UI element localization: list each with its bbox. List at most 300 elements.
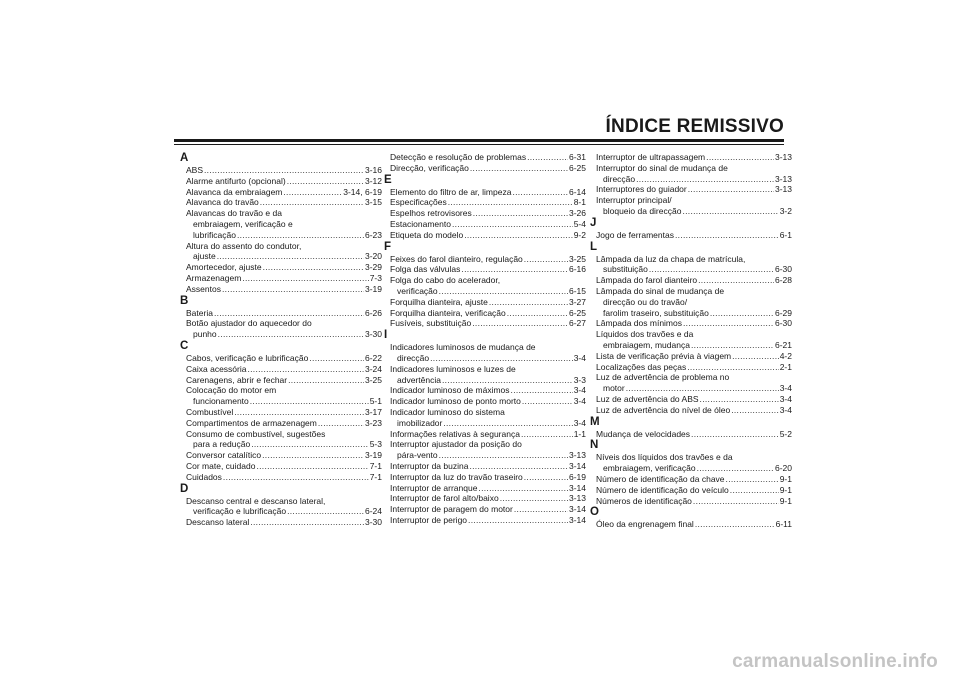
index-entry [590, 405, 792, 416]
entry-line [590, 429, 792, 440]
index-entry [590, 452, 792, 474]
entry-text: Armazenagem [186, 272, 242, 283]
entry-line [384, 385, 586, 396]
dot-leader [688, 184, 774, 195]
page-reference: 7-3 [369, 272, 382, 283]
entry-line [590, 474, 792, 485]
dot-leader [691, 429, 779, 440]
dot-leader [636, 174, 774, 185]
page-reference: 9-1 [779, 495, 792, 506]
entry-text: advertência [397, 374, 441, 385]
dot-leader [514, 504, 568, 515]
dot-leader [700, 394, 779, 405]
entry-text: motor [603, 383, 625, 394]
entry-text: Forquilha dianteira, verificação [390, 307, 506, 318]
entry-text: Carenagens, abrir e fechar [186, 374, 288, 385]
entry-text: Cor mate, cuidado [186, 460, 256, 471]
page-reference: 7-1 [369, 460, 382, 471]
entry-line [590, 275, 792, 286]
entry-text: Lâmpada dos mínimos [596, 318, 682, 329]
entry-text: Descanso central e descanso lateral, [186, 495, 326, 506]
entry-text: para a redução [193, 439, 251, 450]
dot-leader [287, 176, 364, 187]
dot-leader [489, 297, 568, 308]
dot-leader [263, 262, 364, 273]
index-entry [384, 264, 586, 275]
entry-text: bloqueio da direcção [603, 205, 682, 216]
dot-leader [687, 362, 778, 373]
entry-line [590, 329, 792, 340]
entry-text: verificação e lubrificação [193, 506, 287, 517]
entry-text: Interruptor de perigo [390, 514, 468, 525]
entry-text: ABS [186, 165, 204, 175]
index-entry [590, 485, 792, 496]
index-entry [180, 375, 382, 386]
page-reference: 3-13 [568, 493, 586, 504]
dot-leader [247, 364, 364, 375]
index-entry [384, 461, 586, 472]
entry-line-continued [384, 353, 586, 364]
entry-line [590, 394, 792, 405]
entry-text: direcção [397, 352, 430, 363]
dot-leader [730, 485, 779, 496]
entry-text: Interruptor da buzina [390, 460, 469, 471]
entry-text: Detecção e resolução de problemas [390, 152, 527, 162]
entry-text: Direcção, verificação [390, 162, 469, 173]
page-reference: 3-14 [568, 460, 586, 471]
entry-line-continued [590, 383, 792, 394]
entry-text: Interruptores do guiador [596, 184, 687, 195]
dot-leader [464, 230, 572, 241]
entry-text: Interruptor da luz do travão traseiro [390, 471, 523, 482]
index-entry [384, 429, 586, 440]
index-entry [180, 197, 382, 208]
index-entry [384, 230, 586, 241]
page-reference: 5-3 [369, 439, 382, 450]
entry-line [180, 262, 382, 273]
entry-text: Cuidados [186, 471, 222, 482]
entry-text: Estacionamento [390, 218, 451, 229]
entry-line [180, 496, 382, 507]
entry-line [384, 396, 586, 407]
entry-line [590, 496, 792, 507]
entry-line-continued [180, 251, 382, 262]
dot-leader [223, 472, 369, 483]
page-reference: 6-16 [568, 264, 586, 275]
dot-leader [522, 396, 573, 407]
entry-line [384, 187, 586, 198]
index-entry [590, 496, 792, 507]
entry-text: Luz de advertência de problema no [596, 372, 730, 383]
entry-line [384, 208, 586, 219]
entry-line [590, 195, 792, 206]
index-entry [590, 254, 792, 276]
dot-leader [288, 375, 364, 386]
page-reference: 3-29 [364, 262, 382, 273]
entry-text: Colocação do motor em [186, 385, 277, 396]
index-entry [180, 318, 382, 340]
entry-text: embraiagem, verificação [603, 463, 696, 474]
page-reference: 1-1 [573, 428, 586, 439]
entry-line [384, 197, 586, 208]
index-entry [590, 429, 792, 440]
dot-leader [234, 407, 364, 418]
index-column-2 [384, 152, 586, 526]
entry-line [590, 184, 792, 195]
entry-text: Número de identificação do veículo [596, 484, 729, 495]
page-reference: 9-1 [779, 473, 792, 484]
index-entry [384, 407, 586, 429]
dot-leader [710, 308, 774, 319]
page-reference: 3-24 [364, 363, 382, 374]
entry-text: Bateria [186, 307, 213, 318]
index-entry [590, 195, 792, 217]
index-entry [590, 163, 792, 185]
entry-text: Óleo da engrenagem final [596, 519, 694, 530]
page-reference: 6-19 [568, 471, 586, 482]
index-entry [180, 284, 382, 295]
entry-text: Interruptor de farol alto/baixo [390, 493, 499, 504]
index-entry [384, 219, 586, 230]
index-entry [180, 262, 382, 273]
entry-text: Localizações das peças [596, 361, 687, 372]
page-reference: 6-24 [364, 506, 382, 517]
index-letter-heading: E [384, 173, 392, 186]
page-reference: 3-13 [774, 184, 792, 195]
title-rule-thick [174, 139, 784, 142]
entry-text: Forquilha dianteira, ajuste [390, 296, 488, 307]
entry-line-continued [590, 264, 792, 275]
entry-text: Indicadores luminosos e luzes de [390, 363, 516, 374]
dot-leader [442, 375, 573, 386]
entry-text: punho [193, 329, 217, 340]
index-entry [180, 407, 382, 418]
index-entry [180, 496, 382, 518]
index-entry [384, 308, 586, 319]
index-letter-heading: L [590, 240, 598, 253]
index-entry [180, 273, 382, 284]
entry-text: funcionamento [193, 396, 249, 407]
index-letter-heading: A [180, 152, 189, 164]
entry-line [384, 308, 586, 319]
page-reference: 6-30 [774, 264, 792, 275]
entry-line [384, 472, 586, 483]
index-entry [384, 385, 586, 396]
page-reference: 6-27 [568, 318, 586, 329]
entry-line [590, 372, 792, 383]
entry-line-continued [180, 396, 382, 407]
page-reference: 3-17 [364, 406, 382, 417]
entry-line [180, 407, 382, 418]
index-entry [590, 474, 792, 485]
dot-leader [732, 351, 779, 362]
page-reference: 7-1 [369, 471, 382, 482]
entry-text: verificação [397, 285, 438, 296]
page-reference: 3-20 [364, 251, 382, 262]
page-reference: 3-16 [364, 165, 382, 175]
dot-leader [626, 383, 779, 394]
entry-line [180, 385, 382, 396]
page-reference: 4-2 [779, 350, 792, 361]
index-entry [590, 351, 792, 362]
entry-line [590, 254, 792, 265]
page-title: ÍNDICE REMISSIVO [605, 116, 784, 137]
entry-line-continued [180, 506, 382, 517]
entry-text: Fusíveis, substituição [390, 318, 472, 329]
dot-leader [443, 418, 572, 429]
dot-leader [472, 318, 568, 329]
entry-line [180, 429, 382, 440]
page-reference: 3-12 [364, 175, 382, 186]
entry-line [384, 318, 586, 329]
page-reference: 3-4 [779, 383, 792, 394]
index-entry [384, 515, 586, 526]
entry-text: Interruptor ajustador da posição do [390, 439, 522, 450]
entry-text: Interruptor de paragem do motor [390, 504, 513, 515]
entry-line [590, 351, 792, 362]
index-entry [590, 184, 792, 195]
dot-leader [204, 165, 364, 176]
entry-text: Lâmpada da luz da chapa de matrícula, [596, 253, 746, 264]
entry-text: embraiagem, verificação e [193, 218, 293, 229]
entry-line-continued [590, 297, 792, 308]
entry-text: Caixa acessória [186, 363, 247, 374]
index-entry [180, 165, 382, 176]
index-entry [384, 275, 586, 297]
entry-line [180, 418, 382, 429]
index-entry [384, 208, 586, 219]
page-reference: 3-4 [573, 396, 586, 407]
dot-leader [698, 275, 774, 286]
entry-line [180, 176, 382, 187]
entry-line [590, 152, 792, 163]
entry-text: Informações relativas à segurança [390, 428, 520, 439]
entry-text: Lista de verificação prévia à viagem [596, 350, 732, 361]
index-letter-heading: F [384, 240, 392, 253]
index-entry [384, 152, 586, 163]
page-reference: 6-30 [774, 318, 792, 329]
page-reference: 6-31 [568, 152, 586, 162]
index-letter-heading: I [384, 329, 388, 342]
entry-line [384, 461, 586, 472]
entry-line [384, 297, 586, 308]
index-entry [180, 353, 382, 364]
entry-line-continued [180, 219, 382, 230]
entry-line [384, 429, 586, 440]
dot-leader [691, 340, 774, 351]
index-entry [384, 163, 586, 174]
entry-line [384, 254, 586, 265]
index-entry [180, 461, 382, 472]
dot-leader [237, 230, 364, 241]
page-reference: 8-1 [573, 197, 586, 208]
dot-leader [683, 318, 774, 329]
dot-leader [470, 163, 568, 174]
page-reference: 3-23 [364, 417, 382, 428]
entry-line-continued [180, 230, 382, 241]
entry-line [180, 241, 382, 252]
entry-text: farolim traseiro, substituição [603, 307, 709, 318]
dot-leader [524, 472, 568, 483]
index-column-3 [590, 152, 792, 530]
entry-text: Consumo de combustível, sugestões [186, 428, 326, 439]
index-entry [384, 396, 586, 407]
entry-text: Jogo de ferramentas [596, 229, 674, 240]
entry-line [384, 152, 586, 163]
dot-leader [726, 474, 779, 485]
dot-leader [250, 517, 364, 528]
index-entry [180, 364, 382, 375]
entry-text: Alarme antifurto (opcional) [186, 175, 286, 186]
index-letter-heading: O [590, 506, 599, 519]
dot-leader [250, 396, 369, 407]
page-reference: 5-1 [369, 396, 382, 407]
entry-text: Número de identificação da chave [596, 473, 725, 484]
entry-text: Luz de advertência do ABS [596, 393, 699, 404]
entry-line-continued [590, 340, 792, 351]
index-entry [384, 318, 586, 329]
page-reference: 3-30 [364, 517, 382, 528]
dot-leader [218, 329, 364, 340]
entry-text: Folga do cabo do acelerador, [390, 275, 501, 286]
index-entry [590, 329, 792, 351]
page-reference: 3-4 [779, 393, 792, 404]
entry-text: Interruptor de arranque [390, 482, 478, 493]
entry-text: Líquidos dos travões e da [596, 329, 694, 340]
entry-line-continued [384, 450, 586, 461]
entry-line [384, 504, 586, 515]
index-letter-heading: M [590, 415, 600, 428]
index-entry [590, 318, 792, 329]
page-reference: 3-19 [364, 450, 382, 461]
index-entry [180, 308, 382, 319]
index-entry [384, 187, 586, 198]
dot-leader [682, 206, 778, 217]
dot-leader [430, 353, 573, 364]
entry-line [180, 461, 382, 472]
entry-text: Interruptor do sinal de mudança de [596, 162, 728, 173]
page-reference: 5-4 [573, 218, 586, 229]
dot-leader [469, 461, 568, 472]
entry-text: Combustível [186, 406, 234, 417]
entry-line [180, 187, 382, 198]
page-reference: 3-13 [774, 173, 792, 184]
entry-text: Níveis dos líquidos dos travões e da [596, 452, 733, 463]
page-reference: 3-26 [568, 208, 586, 219]
dot-leader [256, 461, 368, 472]
entry-line [180, 375, 382, 386]
dot-leader [461, 264, 568, 275]
entry-text: Alavanca da embraiagem [186, 186, 283, 197]
index-entry [590, 230, 792, 241]
page-reference: 3-4 [573, 385, 586, 396]
page-reference: 6-20 [774, 463, 792, 474]
index-entry [180, 385, 382, 407]
entry-text: Indicador luminoso de máximos [390, 385, 510, 396]
entry-line-continued [180, 329, 382, 340]
index-entry [384, 364, 586, 386]
entry-text: Botão ajustador do aquecedor do [186, 318, 312, 329]
dot-leader [318, 418, 364, 429]
entry-text: embraiagem, mudança [603, 339, 690, 350]
entry-line [384, 230, 586, 241]
page-reference: 3-13 [774, 152, 792, 162]
entry-line [384, 219, 586, 230]
page-reference: 6-28 [774, 275, 792, 286]
entry-line [180, 208, 382, 219]
index-entry [590, 152, 792, 163]
entry-line [384, 264, 586, 275]
page-reference: 6-29 [774, 307, 792, 318]
index-entry [590, 286, 792, 318]
dot-leader [649, 264, 774, 275]
entry-text: Elemento do filtro de ar, limpeza [390, 186, 512, 197]
page-reference: 5-2 [779, 428, 792, 439]
entry-line [180, 284, 382, 295]
index-entry [180, 472, 382, 483]
index-letter-heading: D [180, 482, 189, 495]
entry-line [384, 163, 586, 174]
entry-text: Assentos [186, 283, 221, 294]
entry-text: ajuste [193, 251, 216, 262]
page-reference: 6-15 [568, 285, 586, 296]
index-entry [180, 450, 382, 461]
entry-text: Mudança de velocidades [596, 428, 691, 439]
dot-leader [251, 439, 369, 450]
entry-text: Feixes do farol dianteiro, regulação [390, 253, 523, 264]
entry-text: Etiqueta do modelo [390, 229, 464, 240]
entry-text: Indicadores luminosos de mudança de [390, 342, 536, 353]
index-entry [590, 372, 792, 394]
page-reference: 3-4 [779, 404, 792, 415]
index-entry [180, 176, 382, 187]
index-letter-heading: J [590, 216, 597, 229]
entry-text: pára-vento [397, 450, 438, 461]
index-entry [590, 362, 792, 373]
dot-leader [524, 254, 568, 265]
entry-line [180, 517, 382, 528]
page-reference: 3-2 [779, 205, 792, 216]
entry-line [384, 342, 586, 353]
watermark: carmanualsonline.info [732, 651, 938, 672]
dot-leader [287, 506, 364, 517]
entry-text: Alavancas do travão e da [186, 208, 282, 219]
index-column-1 [180, 152, 382, 528]
page-reference: 3-3 [573, 374, 586, 385]
entry-text: Interruptor principal/ [596, 195, 672, 206]
entry-text: Luz de advertência do nível de óleo [596, 404, 731, 415]
dot-leader [242, 273, 368, 284]
dot-leader [693, 496, 779, 507]
page-reference: 6-22 [364, 352, 382, 363]
entry-line-continued [384, 418, 586, 429]
index-entry [384, 197, 586, 208]
index-entry [180, 517, 382, 528]
entry-text: Espelhos retrovisores [390, 208, 472, 219]
dot-leader [222, 284, 364, 295]
dot-leader [283, 187, 342, 198]
dot-leader [731, 405, 778, 416]
entry-line-continued [384, 286, 586, 297]
dot-leader [675, 230, 779, 241]
dot-leader [468, 515, 568, 526]
page-reference: 3-30 [364, 329, 382, 340]
index-entry [384, 342, 586, 364]
entry-line [590, 230, 792, 241]
dot-leader [521, 429, 573, 440]
entry-line [180, 472, 382, 483]
dot-leader [695, 519, 775, 530]
